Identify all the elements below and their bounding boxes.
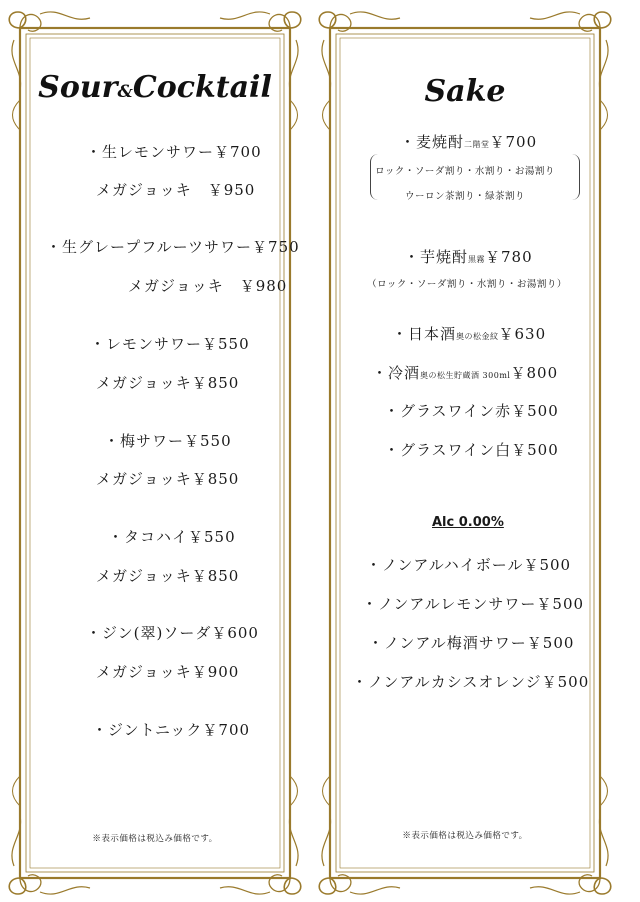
menu-panel-sour-cocktail xyxy=(0,0,310,902)
tax-note: ※表示価格は税込み価格です。 xyxy=(92,834,218,844)
item-brand: 黒霧 xyxy=(468,255,486,264)
item-price: ￥800 xyxy=(510,364,559,382)
menu-item-mega: メガジョッキ￥850 xyxy=(96,374,240,392)
menu-item-wine-red: ・グラスワイン赤￥500 xyxy=(384,402,559,420)
menu-item: ・梅サワー￥550 xyxy=(104,432,232,450)
menu-item: ・ジン(翠)ソーダ￥600 xyxy=(86,624,259,642)
item-price: ￥630 xyxy=(498,325,547,343)
menu-item-mega: メガジョッキ￥850 xyxy=(96,470,240,488)
menu-item-mega: メガジョッキ ￥980 xyxy=(128,277,288,295)
item-price: ￥780 xyxy=(485,248,533,266)
menu-item-mega: メガジョッキ￥850 xyxy=(96,567,240,585)
menu-item: ・レモンサワー￥550 xyxy=(90,335,250,353)
menu-item-nonalc: ・ノンアルレモンサワー￥500 xyxy=(362,595,585,613)
menu-item-imo xyxy=(404,246,533,267)
alc-heading: Alc 0.00% xyxy=(432,515,504,530)
menu-item-nonalc: ・ノンアルカシスオレンジ￥500 xyxy=(352,673,590,691)
menu-item: ・生グレープフルーツサワー￥750 xyxy=(46,238,300,256)
item-name: ・芋焼酎 xyxy=(404,248,469,266)
menu-item-wine-white: ・グラスワイン白￥500 xyxy=(384,441,559,459)
item-brand: 二階堂 xyxy=(464,140,490,149)
menu-item-reishu xyxy=(372,362,558,383)
title-ampersand: & xyxy=(117,82,133,102)
item-name: ・麦焼酎 xyxy=(400,133,465,151)
menu-item: ・生レモンサワー￥700 xyxy=(86,143,262,161)
right-menu-content xyxy=(318,0,628,902)
options-text: ロック・ソーダ割り・水割り・お湯割り xyxy=(375,166,555,177)
menu-item: ・タコハイ￥550 xyxy=(108,528,236,546)
title-word-sour: Sour xyxy=(38,70,118,105)
left-menu-content xyxy=(0,0,310,902)
options-text: （ロック・ソーダ割り・水割り・お湯割り） xyxy=(367,279,567,290)
item-brand: 奥の松生貯蔵酒 300ml xyxy=(420,371,511,380)
options-text: ウーロン茶割り・緑茶割り xyxy=(404,191,525,202)
tax-note: ※表示価格は税込み価格です。 xyxy=(402,831,528,841)
item-name: ・冷酒 xyxy=(372,364,421,382)
menu-item-mega: メガジョッキ ￥950 xyxy=(96,181,256,199)
item-name: ・日本酒 xyxy=(392,325,457,343)
menu-item: ・ジントニック￥700 xyxy=(92,721,251,739)
menu-item-mega: メガジョッキ￥900 xyxy=(96,663,240,681)
menu-item-nonalc: ・ノンアル梅酒サワー￥500 xyxy=(368,634,575,652)
item-price: ￥700 xyxy=(489,133,538,151)
menu-item-nihonshu xyxy=(392,323,546,344)
section-title xyxy=(0,70,310,105)
section-title: Sake xyxy=(424,74,506,109)
menu-item-nonalc: ・ノンアルハイボール￥500 xyxy=(366,556,572,574)
item-brand: 奥の松金紋 xyxy=(456,332,499,341)
menu-panel-sake xyxy=(318,0,628,902)
title-word-cocktail: Cocktail xyxy=(132,70,272,105)
menu-item-mugi xyxy=(400,131,537,152)
